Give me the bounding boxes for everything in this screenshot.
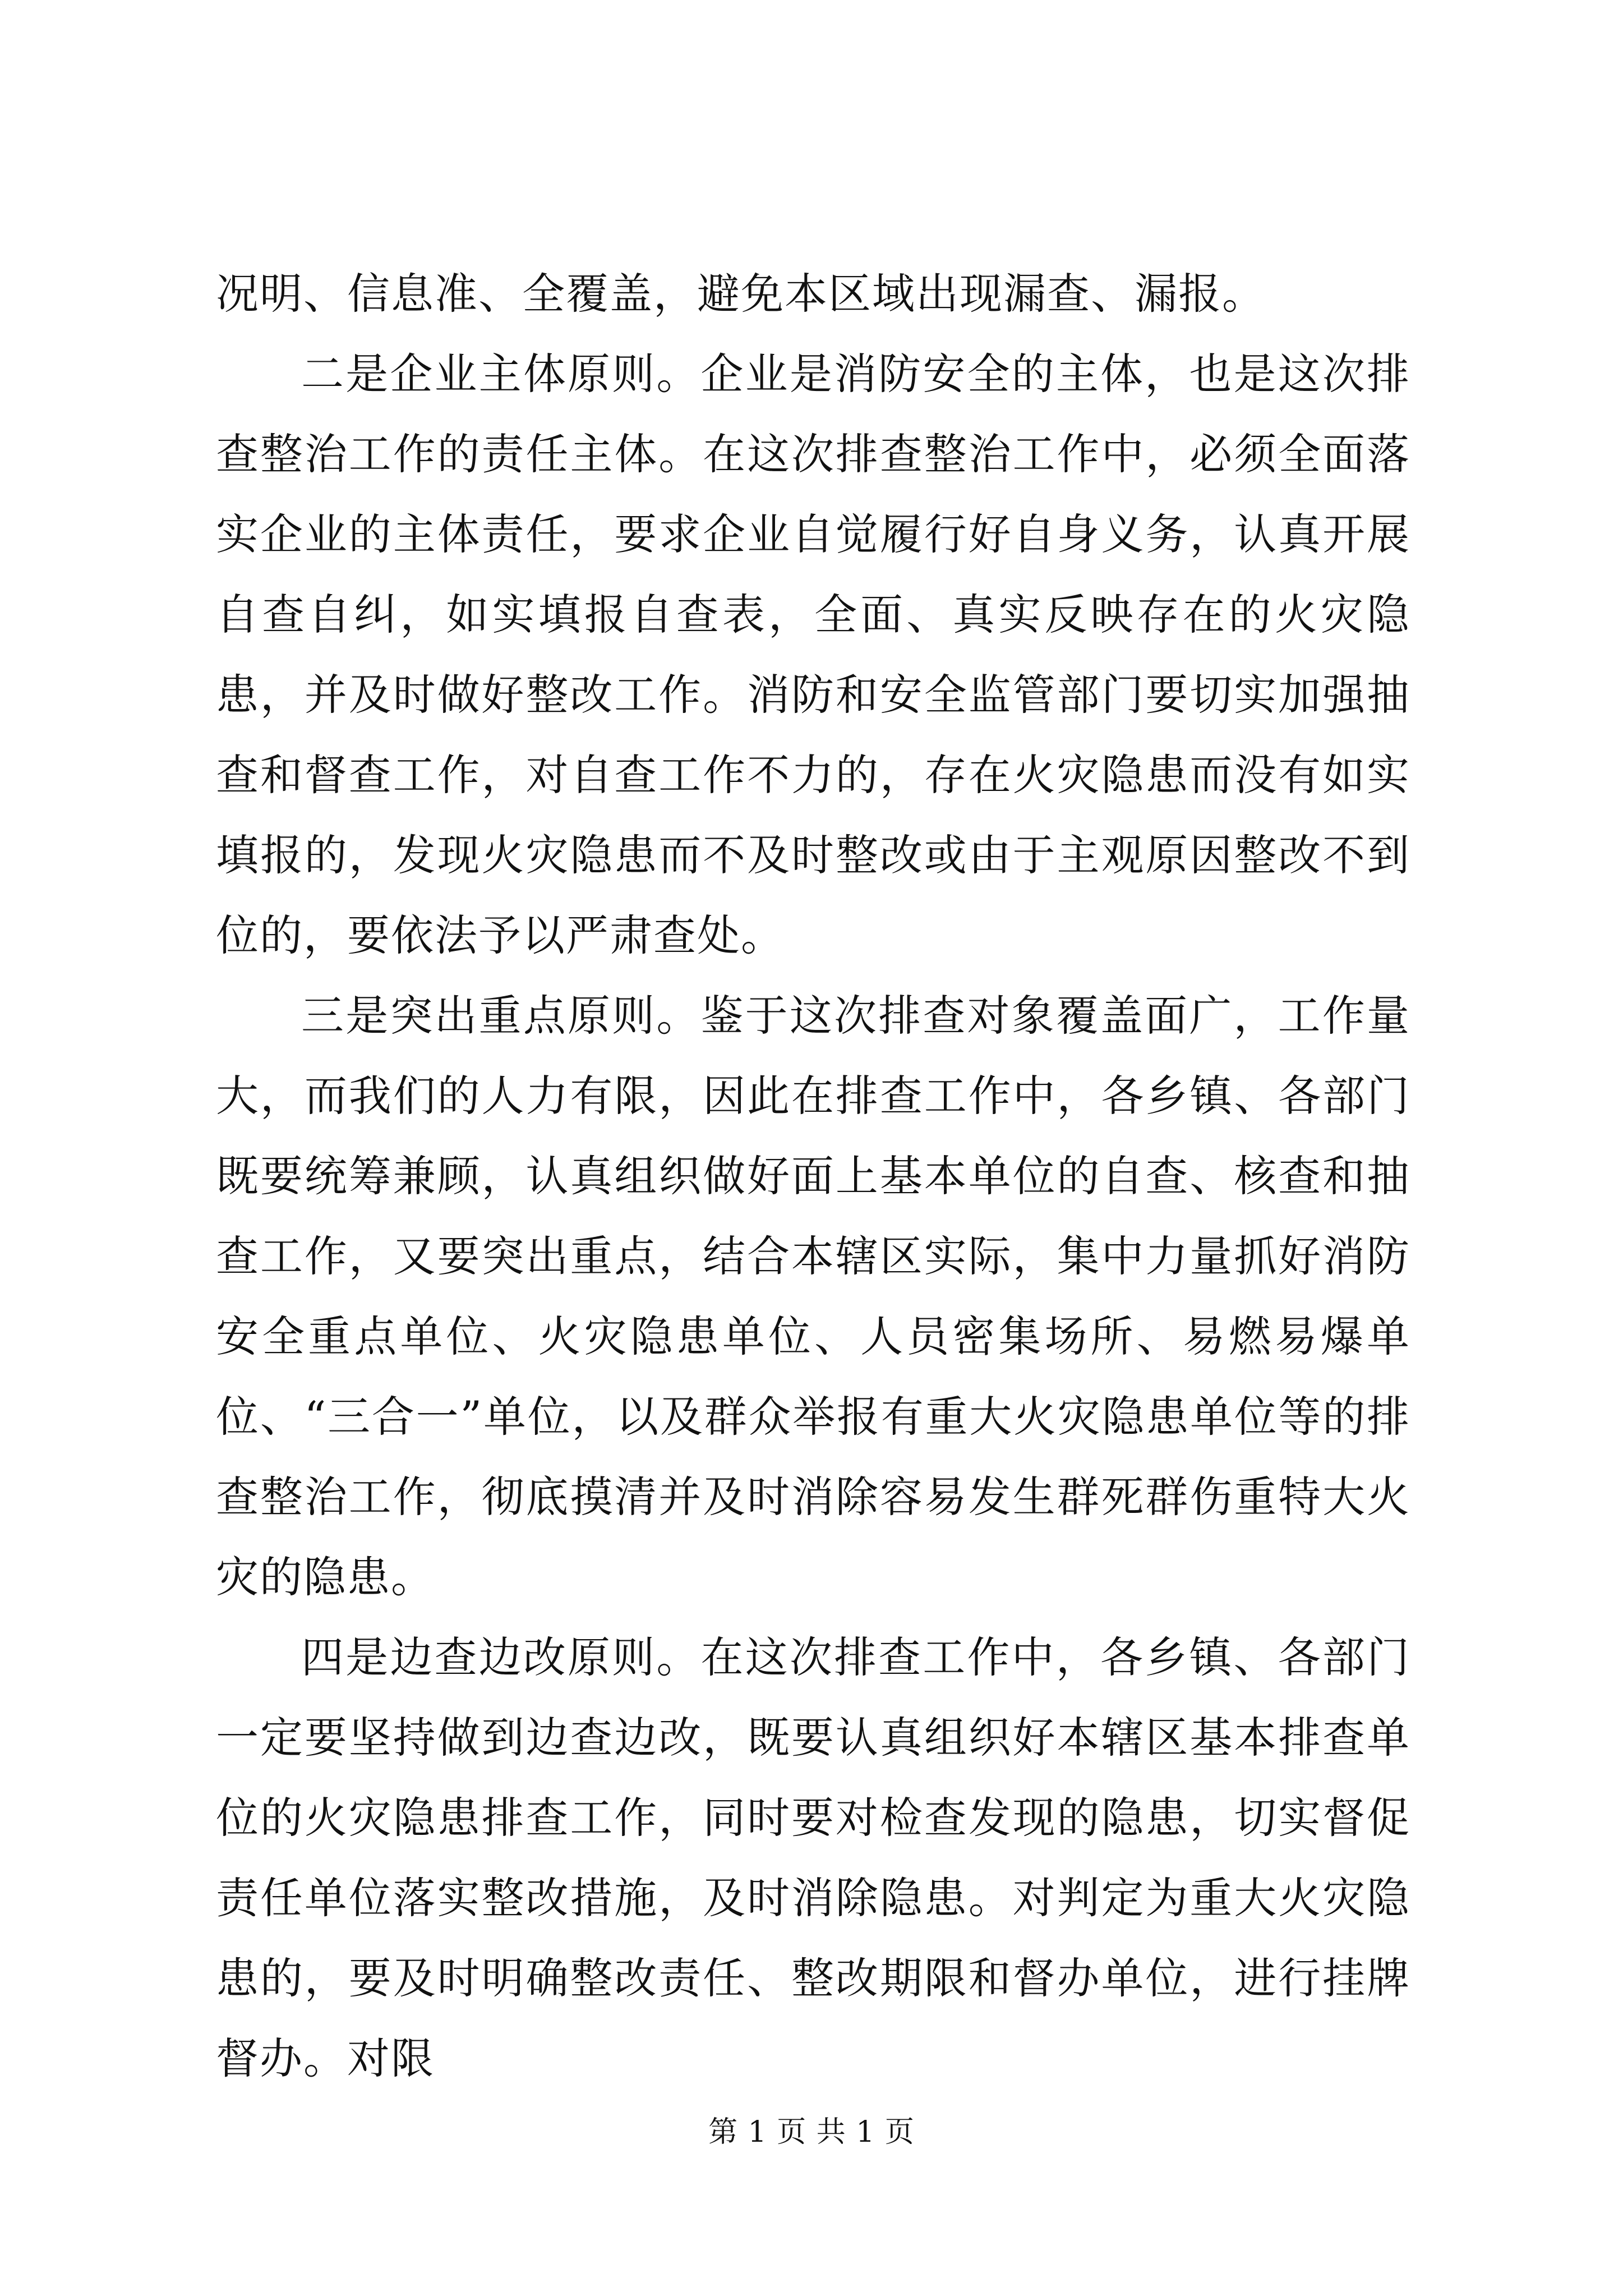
paragraph-continuation: 况明、信息准、全覆盖，避免本区域出现漏查、漏报。 (216, 269, 1266, 319)
paragraph-key-focus-principle: 三是突出重点原则。鉴于这次排查对象覆盖面广，工作量大，而我们的人力有限，因此在排查工作中，各乡镇、各部门既要统筹兼顾，认真组织做好面上基本单位的自查、核查和抽查工作，又要突出重点，结合本辖区实际，集中力量抓好消防安全重点单位、火灾隐患单位、人员密集场所、易燃易爆单位、“三合一”单位，以及群众举报有重大火灾隐患单位等的排查整治工作，彻底摸清并及时消除容易发生群死群伤重特大火灾的隐患。 (216, 991, 1410, 1602)
document-body (216, 254, 1410, 2099)
page-footer (0, 2113, 1623, 2152)
paragraph-check-and-fix-principle: 四是边查边改原则。在这次排查工作中，各乡镇、各部门一定要坚持做到边查边改，既要认真组织好本辖区基本排查单位的火灾隐患排查工作，同时要对检查发现的隐患，切实督促责任单位落实整改措施，及时消除隐患。对判定为重大火灾隐患的，要及时明确整改责任、整改期限和督办单位，进行挂牌督办。对限 (216, 1632, 1410, 2083)
paragraph-enterprise-principle: 二是企业主体原则。企业是消防安全的主体，也是这次排查整治工作的责任主体。在这次排查整治工作中，必须全面落实企业的主体责任，要求企业自觉履行好自身义务，认真开展自查自纠，如实填报自查表，全面、真实反映存在的火灾隐患，并及时做好整改工作。消防和安全监管部门要切实加强抽查和督查工作，对自查工作不力的，存在火灾隐患而没有如实填报的，发现火灾隐患而不及时整改或由于主观原因整改不到位的，要依法予以严肃查处。 (216, 349, 1410, 960)
page-number-label: 第 1 页 共 1 页 (708, 2115, 915, 2149)
